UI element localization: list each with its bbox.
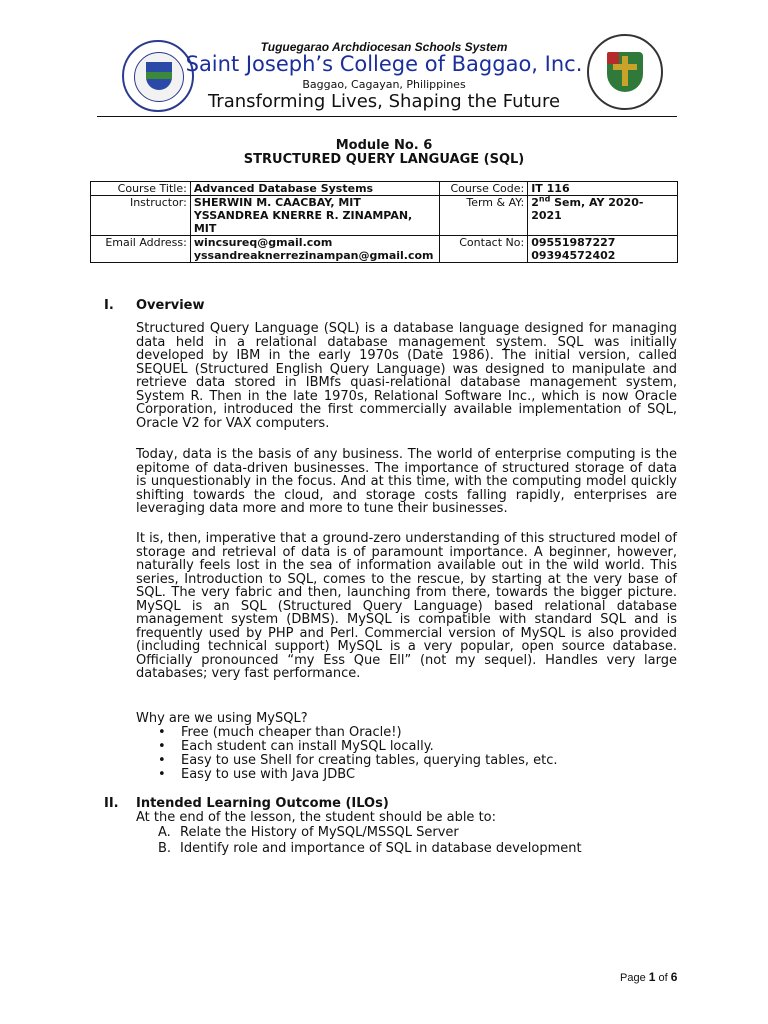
course-code-value: IT 116 bbox=[528, 182, 678, 196]
email-address: yssandreaknerrezinampan@gmail.com bbox=[193, 249, 434, 262]
list-letter: B. bbox=[158, 840, 172, 856]
list-item-text: Identify role and importance of SQL in database development bbox=[180, 840, 582, 856]
bullet-icon: • bbox=[158, 725, 166, 740]
contact-number: 09551987227 bbox=[531, 236, 616, 249]
bullet-icon: • bbox=[158, 739, 166, 754]
section-heading: Intended Learning Outcome (ILOs) bbox=[136, 796, 389, 811]
section-number: I. bbox=[104, 298, 114, 313]
term-number: 2 bbox=[531, 196, 539, 209]
list-item-text: Easy to use with Java JDBC bbox=[181, 767, 356, 782]
email-value bbox=[190, 236, 440, 263]
module-number: Module No. 6 bbox=[335, 138, 433, 153]
list-item bbox=[136, 768, 676, 782]
list-item-text: Each student can install MySQL locally. bbox=[181, 739, 434, 754]
module-title: STRUCTURED QUERY LANGUAGE (SQL) bbox=[243, 152, 525, 167]
list-letter: A. bbox=[158, 825, 171, 840]
email-address: wincsureq@gmail.com bbox=[193, 236, 333, 249]
course-code-label: Course Code: bbox=[440, 182, 528, 196]
ilo-intro: At the end of the lesson, the student should be able to: bbox=[136, 810, 496, 825]
ilo-list bbox=[136, 825, 676, 856]
bullet-icon: • bbox=[158, 767, 166, 782]
instructor-label: Instructor: bbox=[91, 196, 191, 236]
table-row bbox=[91, 236, 678, 263]
instructor-value bbox=[190, 196, 440, 236]
term-ordinal: nd bbox=[538, 194, 551, 204]
bullet-icon: • bbox=[158, 753, 166, 768]
school-system-name: Tuguegarao Archdiocesan Schools System bbox=[260, 40, 508, 54]
header-divider bbox=[97, 116, 677, 117]
why-mysql-heading: Why are we using MySQL? bbox=[136, 711, 308, 726]
page-total: 6 bbox=[670, 970, 678, 984]
list-item-text: Easy to use Shell for creating tables, querying tables, etc. bbox=[181, 753, 558, 768]
section-heading: Overview bbox=[136, 298, 205, 313]
college-address: Baggao, Cagayan, Philippines bbox=[302, 78, 466, 91]
list-item bbox=[136, 825, 676, 841]
list-item bbox=[136, 726, 676, 740]
list-item-text: Free (much cheaper than Oracle!) bbox=[181, 725, 402, 740]
college-tagline: Transforming Lives, Shaping the Future bbox=[207, 91, 561, 112]
college-name: Saint Joseph’s College of Baggao, Inc. bbox=[185, 52, 583, 76]
instructor-name: YSSANDREA KNERRE R. ZINAMPAN, MIT bbox=[193, 209, 413, 235]
overview-paragraph: Structured Query Language (SQL) is a database language designed for managing data held in a relational database management system. SQL was initially developed by IBM in the early 1970s (Date 1986). The initial version, called SEQUEL (Structured English Query Language) was designed to manipulate and retrieve data stored in IBMfs quasi-relational database management system, System R. Then in the late 1970s, Relational Software Inc., which is now Oracle Corporation, introduced the first commercially available implementation of SQL, Oracle V2 for VAX computers. bbox=[136, 321, 677, 431]
term-rest: Sem, AY 2020-2021 bbox=[531, 196, 644, 222]
list-item bbox=[136, 740, 676, 754]
instructor-name: SHERWIN M. CAACBAY, MIT bbox=[193, 196, 361, 209]
overview-paragraph: It is, then, imperative that a ground-zero understanding of this structured model of storage and retrieval of data is of paramount importance. A beginner, however, naturally feels lost in the sea of information available out in the wild world. This series, Introduction to SQL, comes to the rescue, by starting at the very base of SQL. The very fabric and then, launching from there, towards the bigger picture. MySQL is an SQL (Structured Query Language) based relational database management system (DBMS). MySQL is compatible with standard SQL and is frequently used by PHP and Perl. Commercial version of MySQL is also provided (including technical support) MySQL is a very popular, open source database. Officially pronounced “my Ess Que Ell” (not my sequel). Handles very large databases; very fast performance. bbox=[136, 531, 677, 681]
contact-label: Contact No: bbox=[440, 236, 528, 263]
page-number-footer bbox=[620, 970, 677, 984]
contact-number: 09394572402 bbox=[531, 249, 616, 262]
contact-value bbox=[528, 236, 678, 263]
course-title-value: Advanced Database Systems bbox=[190, 182, 440, 196]
mysql-reasons-list bbox=[136, 726, 676, 782]
table-row bbox=[91, 196, 678, 236]
of-word: of bbox=[658, 972, 668, 984]
email-label: Email Address: bbox=[91, 236, 191, 263]
page-current: 1 bbox=[648, 970, 656, 984]
term-value bbox=[528, 196, 678, 236]
section-number: II. bbox=[104, 796, 119, 811]
course-title-label: Course Title: bbox=[91, 182, 191, 196]
list-item bbox=[136, 841, 676, 857]
list-item-text: Relate the History of MySQL/MSSQL Server bbox=[180, 825, 459, 840]
term-label: Term & AY: bbox=[440, 196, 528, 236]
table-row bbox=[91, 182, 678, 196]
overview-paragraph: Today, data is the basis of any business. The world of enterprise computing is the epitome of data-driven businesses. The importance of structured storage of data is unquestionably in the focus. And at this time, with the computing model quickly shifting towards the cloud, and storage costs falling rapidly, enterprises are leveraging data more and more to tune their businesses. bbox=[136, 447, 677, 516]
course-info-table bbox=[90, 181, 678, 263]
page-word: Page bbox=[620, 972, 646, 984]
list-item bbox=[136, 754, 676, 768]
